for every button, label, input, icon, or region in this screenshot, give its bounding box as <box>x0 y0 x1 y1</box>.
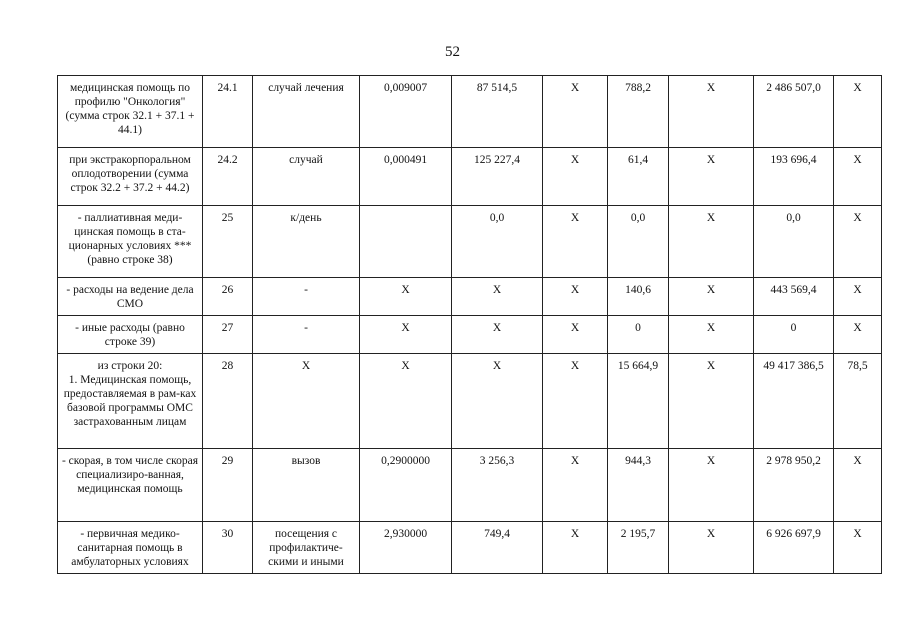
cell-per-capita: 15 664,9 <box>608 354 669 449</box>
cell-cost-norm: Х <box>452 354 543 449</box>
table-row <box>58 354 882 449</box>
cell-unit: - <box>253 316 360 354</box>
cell-total-sum: 2 978 950,2 <box>754 449 834 522</box>
cell-row-number: 29 <box>203 449 253 522</box>
cell-total-sum: 2 486 507,0 <box>754 76 834 148</box>
cell-description: из строки 20: 1. Медицинская помощь, предоставляемая в рам-ках базовой программы ОМС застрахованным лицам <box>58 354 203 449</box>
cell-col-h: Х <box>669 316 754 354</box>
cell-per-capita: 140,6 <box>608 278 669 316</box>
cell-col-f: Х <box>543 148 608 206</box>
table-body <box>58 76 882 574</box>
cell-share: Х <box>834 449 882 522</box>
cell-volume-norm <box>360 206 452 278</box>
cell-description: медицинская помощь по профилю "Онкология" (сумма строк 32.1 + 37.1 + 44.1) <box>58 76 203 148</box>
cell-share: Х <box>834 316 882 354</box>
cell-description: - первичная медико-санитарная помощь в амбулаторных условиях <box>58 522 203 574</box>
cell-description: при экстракорпоральном оплодотворении (сумма строк 32.2 + 37.2 + 44.2) <box>58 148 203 206</box>
cell-col-h: Х <box>669 76 754 148</box>
cell-cost-norm: Х <box>452 316 543 354</box>
cell-col-h: Х <box>669 522 754 574</box>
cell-unit: - <box>253 278 360 316</box>
table-row <box>58 449 882 522</box>
cell-row-number: 25 <box>203 206 253 278</box>
cell-description: - иные расходы (равно строке 39) <box>58 316 203 354</box>
cell-share: Х <box>834 522 882 574</box>
cell-cost-norm: 125 227,4 <box>452 148 543 206</box>
table-row <box>58 206 882 278</box>
cell-cost-norm: 3 256,3 <box>452 449 543 522</box>
cell-row-number: 24.1 <box>203 76 253 148</box>
cell-row-number: 26 <box>203 278 253 316</box>
cell-col-f: Х <box>543 449 608 522</box>
cell-description: - расходы на ведение дела СМО <box>58 278 203 316</box>
cell-description: - скорая, в том числе скорая специализиро-ванная, медицинская помощь <box>58 449 203 522</box>
cell-cost-norm: Х <box>452 278 543 316</box>
cell-col-f: Х <box>543 522 608 574</box>
cell-col-h: Х <box>669 206 754 278</box>
cell-cost-norm: 87 514,5 <box>452 76 543 148</box>
cell-per-capita: 0 <box>608 316 669 354</box>
table-row <box>58 148 882 206</box>
cell-total-sum: 193 696,4 <box>754 148 834 206</box>
cell-share: Х <box>834 206 882 278</box>
cell-row-number: 30 <box>203 522 253 574</box>
cell-col-f: Х <box>543 76 608 148</box>
table-row <box>58 278 882 316</box>
cell-total-sum: 443 569,4 <box>754 278 834 316</box>
cell-col-h: Х <box>669 449 754 522</box>
cell-per-capita: 0,0 <box>608 206 669 278</box>
cell-volume-norm: Х <box>360 354 452 449</box>
cell-col-h: Х <box>669 354 754 449</box>
cell-per-capita: 2 195,7 <box>608 522 669 574</box>
cell-per-capita: 61,4 <box>608 148 669 206</box>
cell-col-f: Х <box>543 316 608 354</box>
cell-share: Х <box>834 76 882 148</box>
cell-unit: вызов <box>253 449 360 522</box>
cell-unit: случай лечения <box>253 76 360 148</box>
cell-col-f: Х <box>543 278 608 316</box>
cell-share: Х <box>834 278 882 316</box>
cell-volume-norm: 0,009007 <box>360 76 452 148</box>
cell-row-number: 24.2 <box>203 148 253 206</box>
cell-volume-norm: Х <box>360 278 452 316</box>
table-row <box>58 76 882 148</box>
cell-row-number: 27 <box>203 316 253 354</box>
page-number: 52 <box>445 44 460 60</box>
cell-volume-norm: 0,2900000 <box>360 449 452 522</box>
cell-unit: случай <box>253 148 360 206</box>
cell-description: - паллиативная меди-цинская помощь в ста-ционарных условиях *** (равно строке 38) <box>58 206 203 278</box>
cell-unit: к/день <box>253 206 360 278</box>
cell-col-f: Х <box>543 354 608 449</box>
data-table <box>57 75 882 574</box>
cell-cost-norm: 0,0 <box>452 206 543 278</box>
cell-volume-norm: Х <box>360 316 452 354</box>
cell-row-number: 28 <box>203 354 253 449</box>
cell-per-capita: 944,3 <box>608 449 669 522</box>
cell-total-sum: 49 417 386,5 <box>754 354 834 449</box>
cell-volume-norm: 0,000491 <box>360 148 452 206</box>
cell-unit: Х <box>253 354 360 449</box>
table-row <box>58 316 882 354</box>
cell-total-sum: 6 926 697,9 <box>754 522 834 574</box>
cell-share: 78,5 <box>834 354 882 449</box>
cell-col-h: Х <box>669 278 754 316</box>
cell-volume-norm: 2,930000 <box>360 522 452 574</box>
cell-total-sum: 0,0 <box>754 206 834 278</box>
cell-total-sum: 0 <box>754 316 834 354</box>
cell-col-h: Х <box>669 148 754 206</box>
cell-cost-norm: 749,4 <box>452 522 543 574</box>
cell-col-f: Х <box>543 206 608 278</box>
cell-share: Х <box>834 148 882 206</box>
table-row <box>58 522 882 574</box>
cell-per-capita: 788,2 <box>608 76 669 148</box>
cell-unit: посещения с профилактиче-скими и иными <box>253 522 360 574</box>
